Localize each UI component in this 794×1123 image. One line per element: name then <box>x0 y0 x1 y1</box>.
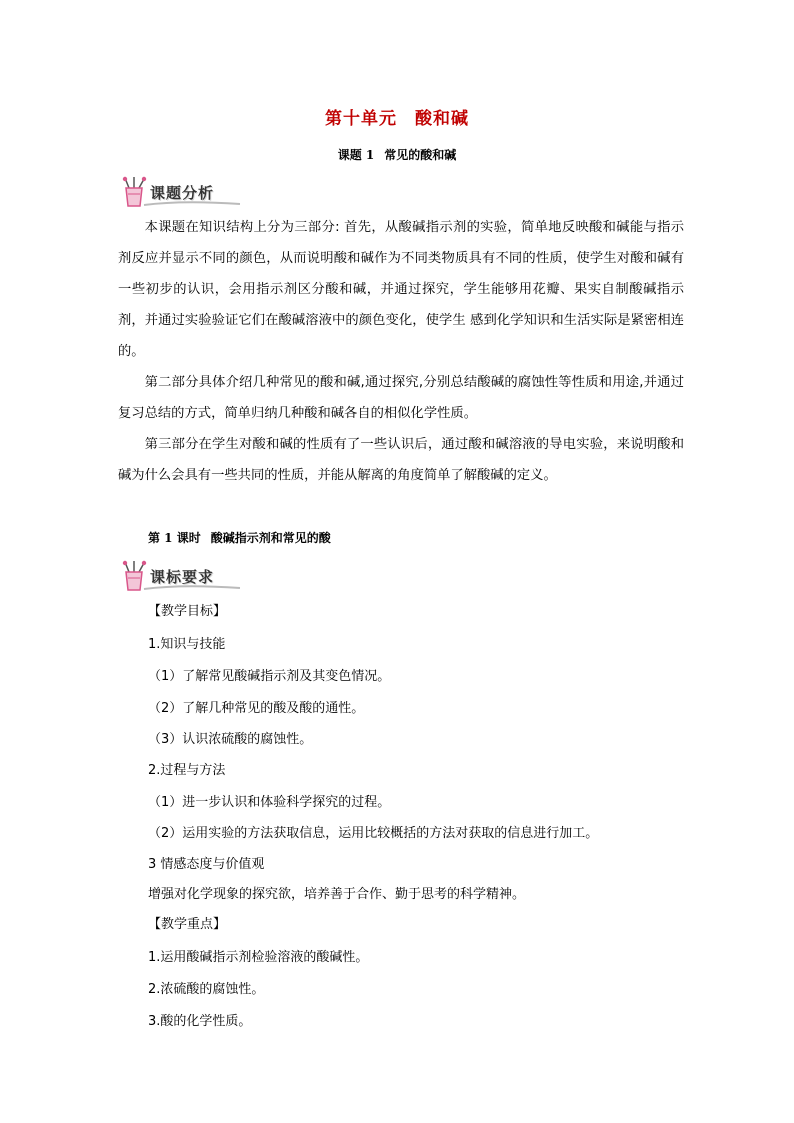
process-heading: 2.过程与方法 <box>148 763 226 778</box>
unit-number: 第十单元 <box>325 109 397 129</box>
topic-title <box>0 146 794 163</box>
key-point-item: 3.酸的化学性质。 <box>148 1014 252 1029</box>
standards-badge-label: 课标要求 <box>150 568 215 586</box>
standards-badge <box>118 560 258 594</box>
key-point-item: 1.运用酸碱指示剂检验溶液的酸碱性。 <box>148 950 369 965</box>
analysis-paragraph-1: 本课题在知识结构上分为三部分: 首先，从酸碱指示剂的实验，简单地反映酸和碱能与指示剂反应并显示不同的颜色，从而说明酸和碱作为不同类物质具有不同的性质，使学生对酸和碱有一些初步的认识，会用指示剂区分酸和碱，并通过探究，学生能够用花瓣、果实自制酸碱指示剂，并通过实验验证它们在酸碱溶液中的颜色变化，使学生 感到化学知识和生活实际是紧密相连的。 <box>118 220 684 359</box>
badge-underline <box>142 582 242 592</box>
lesson-number: 第 1 课时 <box>148 531 201 545</box>
analysis-badge-label: 课题分析 <box>150 184 215 202</box>
knowledge-item: （1）了解常见酸碱指示剂及其变色情况。 <box>148 669 391 684</box>
analysis-paragraph-2: 第二部分具体介绍几种常见的酸和碱,通过探究,分别总结酸碱的腐蚀性等性质和用途,并通过复习总结的方式，简单归纳几种酸和碱各自的相似化学性质。 <box>118 375 684 421</box>
lesson-name: 酸碱指示剂和常见的酸 <box>210 531 331 545</box>
knowledge-heading: 1.知识与技能 <box>148 637 226 652</box>
topic-number: 课题 1 <box>337 148 375 162</box>
analysis-badge <box>118 176 258 210</box>
badge-underline <box>142 198 242 208</box>
process-item: （2）运用实验的方法获取信息，运用比较概括的方法对获取的信息进行加工。 <box>148 826 599 841</box>
knowledge-item: （3）认识浓硫酸的腐蚀性。 <box>148 732 313 747</box>
unit-name: 酸和碱 <box>415 109 469 129</box>
attitude-heading: 3 情感态度与价值观 <box>148 857 265 872</box>
knowledge-item: （2）了解几种常见的酸及酸的通性。 <box>148 701 365 716</box>
goals-heading: 【教学目标】 <box>148 604 227 619</box>
key-point-item: 2.浓硫酸的腐蚀性。 <box>148 982 265 997</box>
process-item: （1）进一步认识和体验科学探究的过程。 <box>148 795 391 810</box>
attitude-text: 增强对化学现象的探究欲，培养善于合作、勤于思考的科学精神。 <box>148 887 526 902</box>
analysis-paragraph-3: 第三部分在学生对酸和碱的性质有了一些认识后，通过酸和碱溶液的导电实验，来说明酸和碱为什么会具有一些共同的性质，并能从解离的角度简单了解酸碱的定义。 <box>118 437 684 483</box>
unit-title <box>0 104 794 129</box>
lesson-title <box>148 529 331 546</box>
key-points-heading: 【教学重点】 <box>148 917 227 932</box>
topic-name: 常见的酸和碱 <box>384 148 457 162</box>
